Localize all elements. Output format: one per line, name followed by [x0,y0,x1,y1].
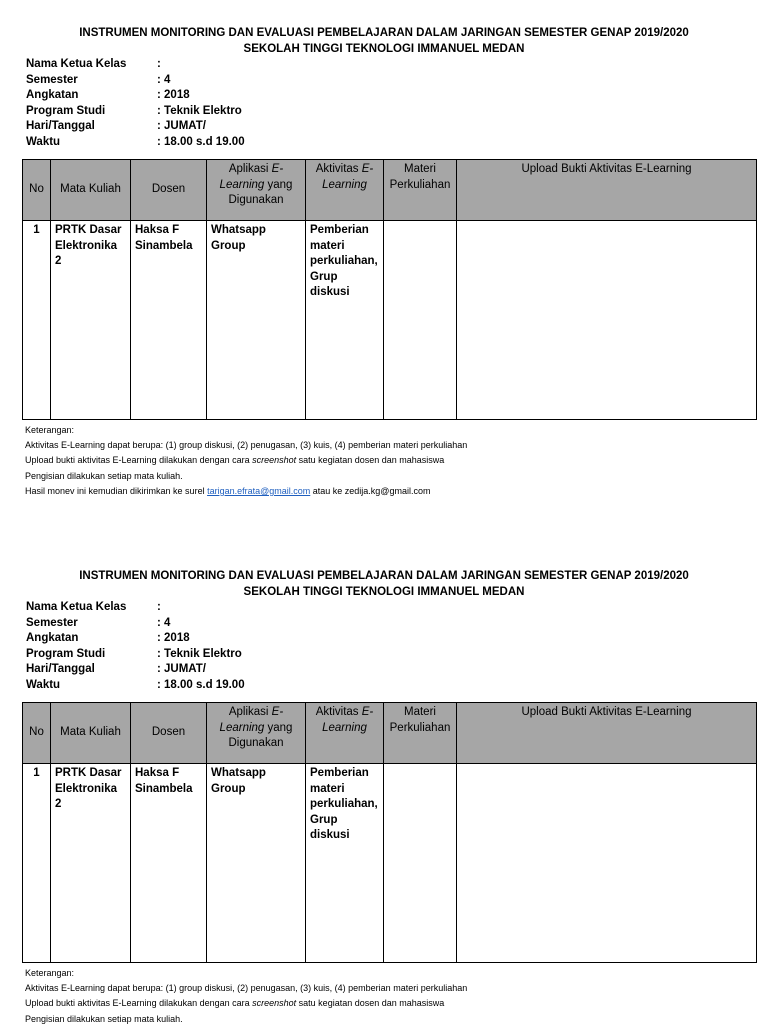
cell-no: 1 [23,221,51,420]
table-header-row [23,160,757,221]
notes-line-4: Hasil monev ini kemudian dikirimkan ke surel tarigan.efrata@gmail.com atau ke zedija.kg@gmail.com [25,485,431,496]
cell-aplikasi: Whatsapp Group [207,764,306,963]
class-info [26,600,245,694]
info-row-waktu: Waktu : 18.00 s.d 19.00 [26,678,245,691]
class-info [26,57,245,151]
notes-line-3: Pengisian dilakukan setiap mata kuliah. [25,470,183,481]
notes-heading: Keterangan: [25,968,75,978]
cell-materi[interactable] [384,221,457,420]
info-row-waktu: Waktu : 18.00 s.d 19.00 [26,135,245,148]
table-row [23,221,757,420]
info-row-ketua: Nama Ketua Kelas : [26,58,161,70]
cell-materi[interactable] [384,764,457,963]
form-subtitle: SEKOLAH TINGGI TEKNOLOGI IMMANUEL MEDAN [243,43,525,55]
cell-dosen: Haksa F Sinambela [131,221,207,420]
cell-aktivitas: Pemberian materi perkuliahan, Grup diskusi [306,764,384,963]
cell-mata-kuliah: PRTK Dasar Elektronika 2 [51,764,131,963]
cell-aktivitas: Pemberian materi perkuliahan, Grup diskusi [306,221,384,420]
table-row [23,764,757,963]
cell-dosen: Haksa F Sinambela [131,764,207,963]
header-materi: Materi Perkuliahan [384,703,457,764]
cell-upload[interactable] [457,221,757,420]
header-mata-kuliah: Mata Kuliah [51,160,131,221]
header-no: No [23,160,51,221]
info-row-tanggal: Hari/Tanggal : JUMAT/ [26,120,206,133]
info-row-angkatan: Angkatan : 2018 [26,89,190,102]
header-dosen: Dosen [131,160,207,221]
notes-heading: Keterangan: [25,425,75,435]
header-materi: Materi Perkuliahan [384,160,457,221]
activity-table [22,159,757,420]
notes-line-1: Aktivitas E-Learning dapat berupa: (1) group diskusi, (2) penugasan, (3) kuis, (4) pemberian materi perkuliahan [25,983,468,994]
notes-line-1: Aktivitas E-Learning dapat berupa: (1) group diskusi, (2) penugasan, (3) kuis, (4) pemberian materi perkuliahan [25,440,468,451]
email-link[interactable]: tarigan.efrata@gmail.com [207,485,311,496]
info-row-prodi: Program Studi : Teknik Elektro [26,647,242,660]
cell-mata-kuliah: PRTK Dasar Elektronika 2 [51,221,131,420]
cell-upload[interactable] [457,764,757,963]
header-no: No [23,703,51,764]
table-header-row [23,703,757,764]
info-row-tanggal: Hari/Tanggal : JUMAT/ [26,663,206,676]
info-row-ketua: Nama Ketua Kelas : [26,601,161,613]
notes [25,966,467,1027]
cell-aplikasi: Whatsapp Group [207,221,306,420]
info-row-semester: Semester : 4 [26,616,171,629]
info-row-angkatan: Angkatan : 2018 [26,632,190,645]
form-title: INSTRUMEN MONITORING DAN EVALUASI PEMBELAJARAN DALAM JARINGAN SEMESTER GENAP 2019/2020 [79,570,689,582]
notes-line-2: Upload bukti aktivitas E-Learning dilakukan dengan cara screenshot satu kegiatan dosen dan mahasiswa [25,455,445,466]
header-aplikasi: Aplikasi E-Learning yang Digunakan [207,160,306,221]
notes [25,423,467,499]
header-dosen: Dosen [131,703,207,764]
cell-no: 1 [23,764,51,963]
notes-line-2: Upload bukti aktivitas E-Learning dilakukan dengan cara screenshot satu kegiatan dosen dan mahasiswa [25,998,445,1009]
info-row-prodi: Program Studi : Teknik Elektro [26,104,242,117]
info-row-semester: Semester : 4 [26,73,171,86]
notes-line-3: Pengisian dilakukan setiap mata kuliah. [25,1013,183,1024]
form-title: INSTRUMEN MONITORING DAN EVALUASI PEMBELAJARAN DALAM JARINGAN SEMESTER GENAP 2019/2020 [79,27,689,39]
header-mata-kuliah: Mata Kuliah [51,703,131,764]
header-aktivitas: Aktivitas E-Learning [306,160,384,221]
header-aplikasi: Aplikasi E-Learning yang Digunakan [207,703,306,764]
header-upload: Upload Bukti Aktivitas E-Learning [457,160,757,221]
activity-table [22,702,757,963]
header-upload: Upload Bukti Aktivitas E-Learning [457,703,757,764]
form-subtitle: SEKOLAH TINGGI TEKNOLOGI IMMANUEL MEDAN [243,586,525,598]
header-aktivitas: Aktivitas E-Learning [306,703,384,764]
